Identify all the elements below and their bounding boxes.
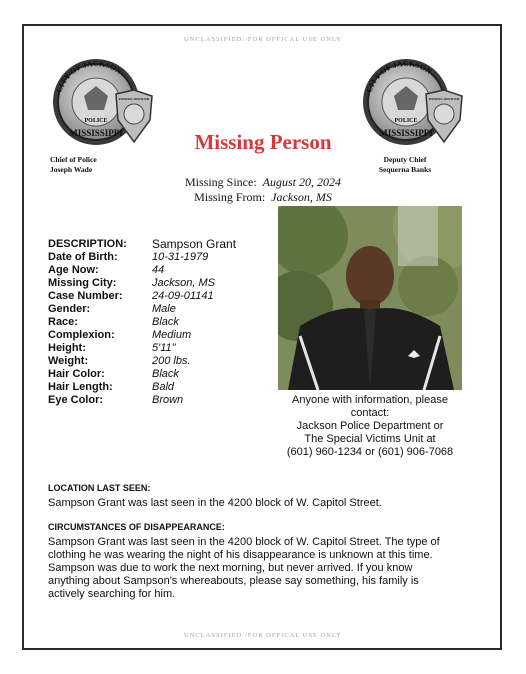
description-label: Hair Color: bbox=[48, 368, 105, 380]
description-label: DESCRIPTION: bbox=[48, 238, 127, 250]
description-row bbox=[48, 251, 278, 264]
chief-name: Joseph Wade bbox=[50, 165, 93, 174]
circumstances-line: anything about Sampson's whereabouts, please say something, his family is bbox=[48, 575, 419, 587]
description-row bbox=[48, 316, 278, 329]
chief-title: Chief of Police bbox=[50, 155, 97, 164]
badge-arc-text-right: CITY OF JACKSON bbox=[364, 58, 434, 94]
badge-arc-text-left: CITY OF JACKSON bbox=[54, 58, 124, 94]
circumstances-line: Sampson was due to work the next morning, but never arrived. If you know bbox=[48, 562, 413, 574]
contact-line: Jackson Police Department or bbox=[296, 420, 444, 432]
circumstances-line: Sampson Grant was last seen in the 4200 block of W. Capitol Street. The type of bbox=[48, 536, 440, 548]
location-heading: LOCATION LAST SEEN: bbox=[48, 483, 151, 493]
contact-line: contact: bbox=[350, 407, 390, 419]
contact-phone: (601) 960-1234 or (601) 906-7068 bbox=[286, 446, 454, 458]
description-value: 24-09-01141 bbox=[152, 290, 214, 302]
description-label: Date of Birth: bbox=[48, 251, 118, 263]
description-label: Gender: bbox=[48, 303, 91, 315]
badge-bottom-text-right: MISSISSIPPI bbox=[379, 128, 433, 138]
missing-person-photo bbox=[278, 206, 462, 390]
description-value: Brown bbox=[152, 394, 184, 406]
badge-mid-text-right: POLICE bbox=[394, 118, 418, 124]
description-row bbox=[48, 277, 278, 290]
circumstances-section bbox=[48, 521, 478, 601]
description-value: Medium bbox=[152, 329, 192, 341]
circumstances-heading: CIRCUMSTANCES OF DISAPPEARANCE: bbox=[48, 522, 225, 532]
description-row bbox=[48, 290, 278, 303]
location-section bbox=[48, 482, 478, 510]
classification-top: UNCLASSIFIED//FOR OFFICAL USE ONLY bbox=[184, 36, 342, 43]
circumstances-line: actively searching for him. bbox=[48, 588, 176, 600]
description-value: 200 lbs. bbox=[152, 355, 191, 367]
description-value: Black bbox=[152, 368, 179, 380]
description-value: Black bbox=[152, 316, 179, 328]
badge-bottom-text-left: MISSISSIPPI bbox=[69, 128, 123, 138]
deputy-name: Sequerna Banks bbox=[378, 165, 432, 174]
description-label: Complexion: bbox=[48, 329, 115, 341]
missing-info bbox=[0, 175, 526, 205]
flyer-title: Missing Person bbox=[194, 130, 332, 154]
description-label: Eye Color: bbox=[48, 394, 104, 406]
description-value: Male bbox=[152, 303, 176, 315]
classification-bottom: UNCLASSIFIED//FOR OFFICAL USE ONLY bbox=[184, 632, 342, 639]
contact-line: The Special Victims Unit at bbox=[304, 433, 436, 445]
description-row bbox=[48, 355, 278, 368]
badge-mid-text-left: POLICE bbox=[84, 118, 108, 124]
description-label: Hair Length: bbox=[48, 381, 113, 393]
chief-of-police bbox=[50, 155, 170, 175]
description-row bbox=[48, 238, 278, 251]
badge-small-text-right: PATROL OFFICER bbox=[428, 97, 460, 101]
description-label: Missing City: bbox=[48, 277, 117, 289]
description-label: Height: bbox=[48, 342, 86, 354]
description-label: Weight: bbox=[48, 355, 89, 367]
description-row bbox=[48, 303, 278, 316]
description-row bbox=[48, 329, 278, 342]
missing-from-value: Jackson, MS bbox=[271, 190, 332, 204]
badge-small-text-left: PATROL OFFICER bbox=[118, 97, 150, 101]
deputy-title: Deputy Chief bbox=[383, 155, 427, 164]
description-row bbox=[48, 381, 278, 394]
description-value: 5'11" bbox=[152, 342, 176, 354]
description-table bbox=[48, 238, 278, 407]
missing-from-label: Missing From: bbox=[194, 190, 266, 204]
description-row bbox=[48, 342, 278, 355]
description-value: 10-31-1979 bbox=[152, 251, 209, 263]
description-row bbox=[48, 394, 278, 407]
description-value: Jackson, MS bbox=[152, 277, 215, 289]
description-row bbox=[48, 368, 278, 381]
description-label: Race: bbox=[48, 316, 78, 328]
description-label: Age Now: bbox=[48, 264, 99, 276]
missing-since-label: Missing Since: bbox=[184, 175, 257, 189]
contact-info bbox=[278, 394, 462, 459]
description-value: Bald bbox=[152, 381, 175, 393]
deputy-chief bbox=[360, 155, 450, 175]
description-label: Case Number: bbox=[48, 290, 123, 302]
circumstances-line: clothing he was wearing the night of his disappearance is unknown at this time. bbox=[48, 549, 433, 561]
description-value: Sampson Grant bbox=[152, 237, 237, 251]
description-value: 44 bbox=[152, 264, 165, 276]
contact-line: Anyone with information, please bbox=[292, 394, 448, 406]
description-row bbox=[48, 264, 278, 277]
location-text: Sampson Grant was last seen in the 4200 block of W. Capitol Street. bbox=[48, 497, 382, 509]
missing-since-value: August 20, 2024 bbox=[262, 175, 341, 189]
